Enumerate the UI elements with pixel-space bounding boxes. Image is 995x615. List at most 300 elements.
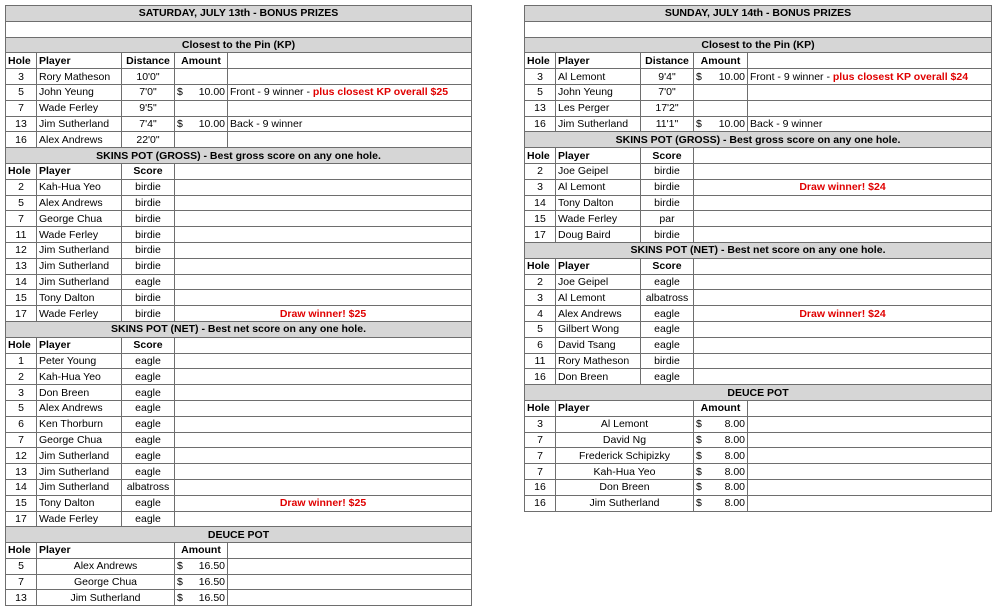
score-cell: birdie — [641, 353, 694, 369]
draw-winner-note: Draw winner! $25 — [175, 306, 472, 322]
empty-cell — [748, 479, 992, 495]
draw-winner-note — [694, 195, 992, 211]
currency-symbol: $ — [696, 465, 702, 478]
amount-value: 16.50 — [198, 560, 225, 573]
hole-cell: 13 — [6, 116, 37, 132]
deuce-row — [525, 432, 992, 448]
amount-wrap — [696, 465, 745, 479]
skins-net-row — [525, 306, 992, 322]
player-cell: George Chua — [37, 574, 175, 590]
skins-net-row — [525, 274, 992, 290]
column-header-row — [6, 337, 472, 353]
hole-cell: 16 — [525, 116, 556, 132]
column-header: Hole — [525, 400, 556, 416]
draw-winner-note — [175, 385, 472, 401]
score-cell: eagle — [122, 416, 175, 432]
kp-row — [525, 116, 992, 132]
draw-winner-note — [694, 227, 992, 243]
sunday-prize-table — [524, 5, 992, 512]
player-cell: Wade Ferley — [37, 100, 122, 116]
hole-cell: 6 — [6, 416, 37, 432]
distance-cell: 17'2" — [641, 100, 694, 116]
skins-gross-row — [6, 306, 472, 322]
player-cell: Al Lemont — [556, 179, 641, 195]
skins-net-title-text: SKINS POT (NET) - Best net score on any one hole. — [525, 242, 992, 258]
hole-cell: 12 — [6, 448, 37, 464]
hole-cell: 13 — [6, 590, 37, 606]
spacer-cell — [525, 21, 992, 37]
player-cell: Jim Sutherland — [37, 116, 122, 132]
column-header: Player — [556, 258, 641, 274]
amount-cell — [694, 495, 748, 511]
draw-winner-note — [175, 353, 472, 369]
hole-cell: 13 — [6, 464, 37, 480]
skins-gross-row — [525, 211, 992, 227]
amount-cell — [175, 100, 228, 116]
amount-cell — [694, 479, 748, 495]
score-cell: eagle — [641, 306, 694, 322]
score-cell: birdie — [122, 211, 175, 227]
player-cell: Don Breen — [37, 385, 122, 401]
hole-cell: 16 — [6, 132, 37, 148]
skins-net-row — [6, 385, 472, 401]
kp-title — [525, 37, 992, 53]
kp-title — [6, 37, 472, 53]
skins-net-row — [525, 353, 992, 369]
day-title — [525, 6, 992, 22]
column-header: Hole — [525, 148, 556, 164]
column-header: Score — [122, 337, 175, 353]
hole-cell: 13 — [6, 258, 37, 274]
column-header: Player — [556, 53, 641, 69]
deuce-row — [525, 464, 992, 480]
draw-winner-note — [175, 400, 472, 416]
note-cell — [228, 84, 472, 100]
column-header: Hole — [525, 53, 556, 69]
amount-wrap — [177, 85, 225, 99]
hole-cell: 7 — [6, 211, 37, 227]
player-cell: Rory Matheson — [556, 353, 641, 369]
hole-cell: 15 — [6, 495, 37, 511]
hole-cell: 7 — [6, 100, 37, 116]
skins-gross-title — [6, 148, 472, 164]
draw-winner-note — [175, 211, 472, 227]
column-header: Player — [556, 148, 641, 164]
draw-winner-note — [175, 432, 472, 448]
note-text: Back - 9 winner — [750, 117, 823, 130]
amount-value: 8.00 — [724, 433, 745, 446]
draw-winner-note — [175, 258, 472, 274]
hole-cell: 2 — [6, 369, 37, 385]
amount-cell — [694, 432, 748, 448]
skins-gross-row — [525, 195, 992, 211]
player-cell: Jim Sutherland — [556, 116, 641, 132]
player-cell: Jim Sutherland — [37, 464, 122, 480]
player-cell: Gilbert Wong — [556, 321, 641, 337]
empty-cell — [228, 590, 472, 606]
hole-cell: 11 — [525, 353, 556, 369]
skins-gross-row — [6, 290, 472, 306]
skins-gross-title-text: SKINS POT (GROSS) - Best gross score on any one hole. — [525, 132, 992, 148]
player-cell: Doug Baird — [556, 227, 641, 243]
amount-wrap — [696, 117, 745, 131]
spacer-row — [6, 21, 472, 37]
column-header: Hole — [6, 337, 37, 353]
empty-cell — [228, 558, 472, 574]
note-highlight: plus closest KP overall $25 — [312, 86, 449, 99]
skins-net-title — [6, 321, 472, 337]
note-cell — [748, 116, 992, 132]
kp-row — [6, 116, 472, 132]
skins-net-row — [6, 416, 472, 432]
header-filler — [694, 148, 992, 164]
kp-row — [525, 69, 992, 85]
empty-cell — [748, 432, 992, 448]
player-cell: Joe Geipel — [556, 274, 641, 290]
skins-net-row — [525, 369, 992, 385]
score-cell: eagle — [122, 511, 175, 527]
hole-cell: 2 — [525, 163, 556, 179]
currency-symbol: $ — [696, 449, 702, 462]
header-filler — [228, 53, 472, 69]
column-header-row — [525, 400, 992, 416]
hole-cell: 5 — [6, 400, 37, 416]
column-header: Player — [37, 337, 122, 353]
hole-cell: 3 — [525, 416, 556, 432]
player-cell: Jim Sutherland — [37, 258, 122, 274]
amount-wrap — [696, 480, 745, 494]
amount-value: 10.00 — [718, 117, 745, 130]
deuce-row — [525, 448, 992, 464]
player-cell: Tony Dalton — [37, 495, 122, 511]
score-cell: albatross — [641, 290, 694, 306]
skins-net-row — [6, 464, 472, 480]
draw-winner-note — [694, 369, 992, 385]
draw-winner-note — [175, 242, 472, 258]
currency-symbol: $ — [696, 481, 702, 494]
amount-value: 8.00 — [724, 449, 745, 462]
empty-cell — [748, 464, 992, 480]
note-highlight: plus closest KP overall $24 — [832, 70, 969, 83]
score-cell: birdie — [122, 242, 175, 258]
score-cell: birdie — [641, 195, 694, 211]
draw-winner-note — [175, 416, 472, 432]
score-cell: eagle — [122, 448, 175, 464]
hole-cell: 14 — [6, 274, 37, 290]
player-cell: Peter Young — [37, 353, 122, 369]
spacer-row — [525, 21, 992, 37]
note-cell — [228, 132, 472, 148]
currency-symbol: $ — [696, 70, 702, 83]
kp-row — [525, 100, 992, 116]
amount-cell — [694, 84, 748, 100]
draw-winner-note — [694, 353, 992, 369]
player-cell: Kah-Hua Yeo — [37, 369, 122, 385]
skins-gross-title — [525, 132, 992, 148]
note-text: Back - 9 winner — [230, 117, 303, 130]
column-header: Hole — [6, 163, 37, 179]
distance-cell: 7'0" — [122, 84, 175, 100]
skins-net-row — [6, 511, 472, 527]
skins-net-title-text: SKINS POT (NET) - Best net score on any one hole. — [6, 321, 472, 337]
skins-gross-row — [6, 227, 472, 243]
column-header-row — [525, 53, 992, 69]
kp-row — [6, 84, 472, 100]
hole-cell: 7 — [525, 448, 556, 464]
player-cell: Joe Geipel — [556, 163, 641, 179]
amount-cell — [175, 69, 228, 85]
player-cell: Wade Ferley — [37, 511, 122, 527]
amount-value: 8.00 — [724, 465, 745, 478]
distance-cell: 9'5" — [122, 100, 175, 116]
distance-cell: 7'0" — [641, 84, 694, 100]
amount-cell — [175, 132, 228, 148]
amount-value: 8.00 — [724, 481, 745, 494]
amount-cell — [694, 69, 748, 85]
day-title-text: SATURDAY, JULY 13th - BONUS PRIZES — [6, 6, 472, 22]
amount-wrap — [177, 117, 225, 131]
distance-cell: 22'0" — [122, 132, 175, 148]
amount-cell — [175, 116, 228, 132]
hole-cell: 5 — [525, 84, 556, 100]
player-cell: Jim Sutherland — [37, 479, 122, 495]
hole-cell: 2 — [6, 179, 37, 195]
player-cell: Alex Andrews — [37, 195, 122, 211]
player-cell: Wade Ferley — [556, 211, 641, 227]
skins-gross-row — [6, 258, 472, 274]
column-header: Hole — [6, 53, 37, 69]
score-cell: eagle — [122, 400, 175, 416]
amount-value: 10.00 — [198, 117, 225, 130]
note-cell — [228, 100, 472, 116]
hole-cell: 4 — [525, 306, 556, 322]
score-cell: birdie — [641, 163, 694, 179]
player-cell: Jim Sutherland — [37, 448, 122, 464]
currency-symbol: $ — [177, 576, 183, 589]
column-header: Score — [641, 148, 694, 164]
hole-cell: 17 — [6, 511, 37, 527]
player-cell: Wade Ferley — [37, 227, 122, 243]
hole-cell: 16 — [525, 495, 556, 511]
player-cell: Frederick Schipizky — [556, 448, 694, 464]
column-header: Score — [122, 163, 175, 179]
empty-cell — [748, 495, 992, 511]
skins-net-row — [6, 495, 472, 511]
score-cell: birdie — [122, 306, 175, 322]
kp-title-text: Closest to the Pin (KP) — [525, 37, 992, 53]
amount-wrap — [177, 591, 225, 605]
score-cell: birdie — [122, 195, 175, 211]
skins-net-row — [6, 479, 472, 495]
deuce-title-text: DEUCE POT — [6, 527, 472, 543]
note-cell — [748, 69, 992, 85]
player-cell: Tony Dalton — [37, 290, 122, 306]
player-cell: Alex Andrews — [37, 400, 122, 416]
skins-gross-title-text: SKINS POT (GROSS) - Best gross score on any one hole. — [6, 148, 472, 164]
hole-cell: 7 — [6, 432, 37, 448]
score-cell: par — [641, 211, 694, 227]
player-cell: Les Perger — [556, 100, 641, 116]
amount-cell — [175, 574, 228, 590]
column-header-row — [525, 148, 992, 164]
skins-net-row — [6, 400, 472, 416]
deuce-row — [6, 558, 472, 574]
column-header-row — [6, 543, 472, 559]
distance-cell: 7'4" — [122, 116, 175, 132]
player-cell: Al Lemont — [556, 416, 694, 432]
note-cell — [228, 69, 472, 85]
column-header: Distance — [122, 53, 175, 69]
score-cell: eagle — [122, 353, 175, 369]
amount-wrap — [696, 433, 745, 447]
score-cell: eagle — [122, 432, 175, 448]
score-cell: eagle — [122, 464, 175, 480]
day-title — [6, 6, 472, 22]
skins-gross-row — [525, 227, 992, 243]
deuce-row — [525, 416, 992, 432]
draw-winner-note: Draw winner! $24 — [694, 179, 992, 195]
score-cell: eagle — [641, 321, 694, 337]
amount-wrap — [177, 575, 225, 589]
amount-cell — [694, 448, 748, 464]
hole-cell: 3 — [525, 290, 556, 306]
deuce-title — [525, 385, 992, 401]
column-header-row — [6, 53, 472, 69]
hole-cell: 13 — [525, 100, 556, 116]
amount-wrap — [696, 496, 745, 510]
spacer-cell — [6, 21, 472, 37]
player-cell: Al Lemont — [556, 69, 641, 85]
player-cell: Jim Sutherland — [37, 274, 122, 290]
player-cell: Rory Matheson — [37, 69, 122, 85]
empty-cell — [748, 448, 992, 464]
header-filler — [175, 337, 472, 353]
currency-symbol: $ — [696, 418, 702, 431]
note-text: Front - 9 winner - — [230, 86, 313, 99]
column-header: Hole — [525, 258, 556, 274]
score-cell: eagle — [122, 385, 175, 401]
player-cell: George Chua — [37, 211, 122, 227]
header-filler — [228, 543, 472, 559]
header-filler — [748, 400, 992, 416]
player-cell: Jim Sutherland — [37, 242, 122, 258]
amount-wrap — [696, 449, 745, 463]
deuce-row — [6, 574, 472, 590]
distance-cell: 10'0" — [122, 69, 175, 85]
skins-net-row — [6, 369, 472, 385]
column-header: Player — [37, 53, 122, 69]
header-filler — [748, 53, 992, 69]
draw-winner-note — [175, 290, 472, 306]
skins-net-title — [525, 242, 992, 258]
amount-cell — [694, 464, 748, 480]
draw-winner-note — [694, 321, 992, 337]
skins-gross-row — [6, 179, 472, 195]
hole-cell: 7 — [525, 432, 556, 448]
player-cell: Alex Andrews — [37, 558, 175, 574]
hole-cell: 3 — [6, 69, 37, 85]
draw-winner-note — [694, 274, 992, 290]
saturday-prize-table — [5, 5, 472, 606]
deuce-title-text: DEUCE POT — [525, 385, 992, 401]
player-cell: Kah-Hua Yeo — [556, 464, 694, 480]
distance-cell: 9'4" — [641, 69, 694, 85]
score-cell: birdie — [122, 227, 175, 243]
column-header: Amount — [694, 53, 748, 69]
score-cell: eagle — [641, 337, 694, 353]
player-cell: Alex Andrews — [37, 132, 122, 148]
skins-gross-row — [525, 163, 992, 179]
column-header: Hole — [6, 543, 37, 559]
hole-cell: 5 — [6, 195, 37, 211]
hole-cell: 14 — [525, 195, 556, 211]
amount-wrap — [696, 417, 745, 431]
header-filler — [694, 258, 992, 274]
empty-cell — [228, 574, 472, 590]
draw-winner-note — [175, 448, 472, 464]
hole-cell: 3 — [525, 179, 556, 195]
currency-symbol: $ — [696, 117, 702, 130]
skins-net-row — [525, 337, 992, 353]
amount-cell — [694, 116, 748, 132]
draw-winner-note — [175, 195, 472, 211]
hole-cell: 5 — [6, 558, 37, 574]
amount-wrap — [177, 559, 225, 573]
amount-value: 8.00 — [724, 418, 745, 431]
distance-cell: 11'1" — [641, 116, 694, 132]
draw-winner-note — [175, 227, 472, 243]
amount-cell — [694, 100, 748, 116]
player-cell: John Yeung — [556, 84, 641, 100]
draw-winner-note — [694, 211, 992, 227]
note-cell — [228, 116, 472, 132]
score-cell: eagle — [122, 369, 175, 385]
hole-cell: 7 — [525, 464, 556, 480]
column-header: Distance — [641, 53, 694, 69]
player-cell: Jim Sutherland — [37, 590, 175, 606]
column-header-row — [6, 163, 472, 179]
score-cell: birdie — [641, 179, 694, 195]
draw-winner-note — [694, 163, 992, 179]
score-cell: birdie — [122, 179, 175, 195]
deuce-row — [525, 479, 992, 495]
hole-cell: 3 — [6, 385, 37, 401]
skins-gross-row — [6, 274, 472, 290]
kp-title-text: Closest to the Pin (KP) — [6, 37, 472, 53]
day-title-text: SUNDAY, JULY 14th - BONUS PRIZES — [525, 6, 992, 22]
hole-cell: 11 — [6, 227, 37, 243]
amount-cell — [175, 590, 228, 606]
currency-symbol: $ — [177, 117, 183, 130]
player-cell: Tony Dalton — [556, 195, 641, 211]
hole-cell: 1 — [6, 353, 37, 369]
hole-cell: 16 — [525, 479, 556, 495]
score-cell: birdie — [122, 290, 175, 306]
kp-row — [6, 132, 472, 148]
draw-winner-note — [175, 274, 472, 290]
score-cell: birdie — [641, 227, 694, 243]
draw-winner-note — [175, 479, 472, 495]
hole-cell: 7 — [6, 574, 37, 590]
skins-gross-row — [6, 195, 472, 211]
hole-cell: 14 — [6, 479, 37, 495]
hole-cell: 15 — [6, 290, 37, 306]
player-cell: Jim Sutherland — [556, 495, 694, 511]
hole-cell: 17 — [525, 227, 556, 243]
hole-cell: 17 — [6, 306, 37, 322]
deuce-row — [525, 495, 992, 511]
player-cell: Don Breen — [556, 369, 641, 385]
